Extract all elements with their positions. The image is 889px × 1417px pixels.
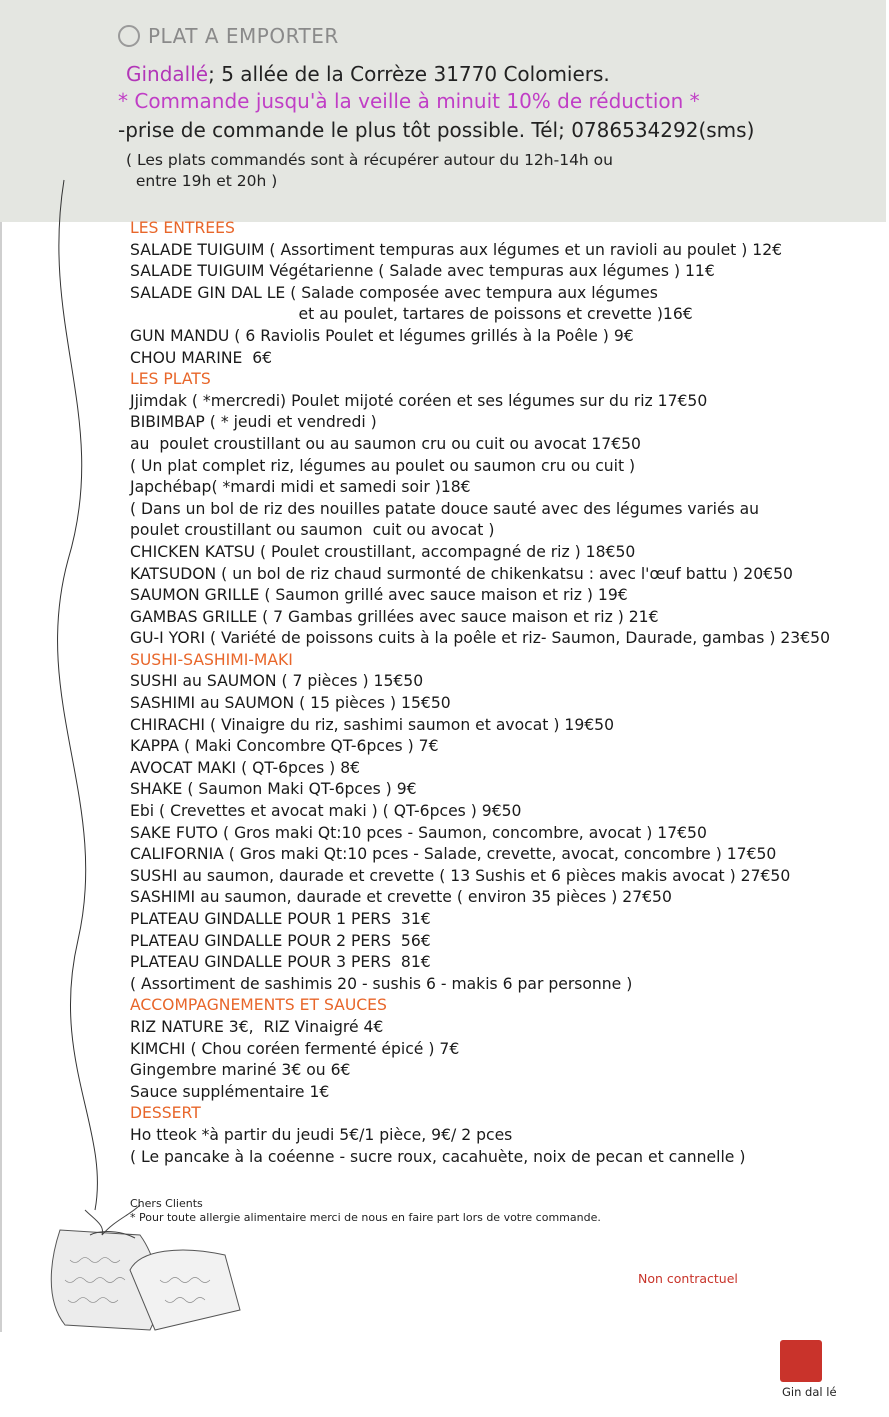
seal-stamp-icon xyxy=(780,1340,822,1382)
menu-item: Japchébap( *mardi midi et samedi soir )18€ xyxy=(130,478,471,497)
menu-item: PLATEAU GINDALLE POUR 2 PERS 56€ xyxy=(130,931,431,950)
menu-item: GUN MANDU ( 6 Raviolis Poulet et légumes grillés à la Poêle ) 9€ xyxy=(130,326,634,345)
menu-item: ( Assortiment de sashimis 20 - sushis 6 - makis 6 par personne ) xyxy=(130,974,633,993)
disclaimer: Non contractuel xyxy=(638,1271,738,1286)
menu-item: GU-I YORI ( Variété de poissons cuits à la poêle et riz- Saumon, Daurade, gambas ) 23€50 xyxy=(130,629,830,648)
menu-list xyxy=(130,218,882,1168)
menu-item: ( Dans un bol de riz des nouilles patate douce sauté avec des légumes variés au xyxy=(130,499,760,518)
menu-item: CHOU MARINE 6€ xyxy=(130,348,273,367)
menu-item: SASHIMI au saumon, daurade et crevette ( environ 35 pièces ) 27€50 xyxy=(130,888,672,907)
menu-item: GAMBAS GRILLE ( 7 Gambas grillées avec sauce maison et riz ) 21€ xyxy=(130,607,659,626)
menu-item: SUSHI au saumon, daurade et crevette ( 13 Sushis et 6 pièces makis avocat ) 27€50 xyxy=(130,866,791,885)
section-heading: SUSHI-SASHIMI-MAKI xyxy=(130,650,293,669)
footer-notes xyxy=(130,1197,601,1225)
menu-item: PLATEAU GINDALLE POUR 3 PERS 81€ xyxy=(130,953,431,972)
menu-item: au poulet croustillant ou au saumon cru ou cuit ou avocat 17€50 xyxy=(130,434,641,453)
menu-item: SALADE TUIGUIM Végétarienne ( Salade avec tempuras aux légumes ) 11€ xyxy=(130,262,715,281)
menu-item: SHAKE ( Saumon Maki QT-6pces ) 9€ xyxy=(130,780,417,799)
greeting: Chers Clients xyxy=(130,1197,203,1210)
section-heading: ACCOMPAGNEMENTS ET SAUCES xyxy=(130,996,387,1015)
promo-line: * Commande jusqu'à la veille à minuit 10% de réduction * xyxy=(118,89,700,113)
menu-item: et au poulet, tartares de poissons et crevette )16€ xyxy=(130,305,693,324)
menu-item: ( Le pancake à la coéenne - sucre roux, cacahuète, noix de pecan et cannelle ) xyxy=(130,1147,746,1166)
menu-item: Ho tteok *à partir du jeudi 5€/1 pièce, 9€/ 2 pces xyxy=(130,1125,513,1144)
menu-item: SUSHI au SAUMON ( 7 pièces ) 15€50 xyxy=(130,672,424,691)
menu-item: AVOCAT MAKI ( QT-6pces ) 8€ xyxy=(130,758,361,777)
menu-item: KATSUDON ( un bol de riz chaud surmonté de chikenkatsu : avec l'œuf battu ) 20€50 xyxy=(130,564,793,583)
menu-item: ( Un plat complet riz, légumes au poulet ou saumon cru ou cuit ) xyxy=(130,456,636,475)
menu-item: KAPPA ( Maki Concombre QT-6pces ) 7€ xyxy=(130,737,439,756)
address: ; 5 allée de la Corrèze 31770 Colomiers. xyxy=(208,62,610,86)
menu-item: CALIFORNIA ( Gros maki Qt:10 pces - Salade, crevette, avocat, concombre ) 17€50 xyxy=(130,845,777,864)
pickup-info: ( Les plats commandés sont à récupérer autour du 12h-14h ou entre 19h et 20h ) xyxy=(126,151,613,190)
menu-item: SAKE FUTO ( Gros maki Qt:10 pces - Saumon, concombre, avocat ) 17€50 xyxy=(130,823,707,842)
menu-item: CHICKEN KATSU ( Poulet croustillant, accompagné de riz ) 18€50 xyxy=(130,542,636,561)
allergy-note: * Pour toute allergie alimentaire merci de nous en faire part lors de votre commande. xyxy=(130,1211,601,1224)
menu-item: SALADE TUIGUIM ( Assortiment tempuras aux légumes et un ravioli au poulet ) 12€ xyxy=(130,240,783,259)
menu-item: poulet croustillant ou saumon cuit ou avocat ) xyxy=(130,521,495,540)
section-heading: LES ENTREES xyxy=(130,219,235,237)
menu-item: SAUMON GRILLE ( Saumon grillé avec sauce maison et riz ) 19€ xyxy=(130,586,628,605)
menu-item: Gingembre mariné 3€ ou 6€ xyxy=(130,1061,351,1080)
restaurant-name: Gindallé xyxy=(126,62,209,86)
menu-item: PLATEAU GINDALLE POUR 1 PERS 31€ xyxy=(130,910,431,928)
section-heading: DESSERT xyxy=(130,1104,201,1123)
order-info: -prise de commande le plus tôt possible. Tél; 0786534292(sms) xyxy=(118,118,755,142)
menu-item: BIBIMBAP ( * jeudi et vendredi ) xyxy=(130,413,377,432)
menu-item: SALADE GIN DAL LE ( Salade composée avec tempura aux légumes xyxy=(130,283,658,302)
menu-item: Jjimdak ( *mercredi) Poulet mijoté coréen et ses légumes sur du riz 17€50 xyxy=(130,391,708,410)
menu-item: Ebi ( Crevettes et avocat maki ) ( QT-6pces ) 9€50 xyxy=(130,802,522,821)
menu-item: KIMCHI ( Chou coréen fermenté épicé ) 7€ xyxy=(130,1039,460,1058)
menu-item: RIZ NATURE 3€, RIZ Vinaigré 4€ xyxy=(130,1017,384,1036)
menu-item: CHIRACHI ( Vinaigre du riz, sashimi saumon et avocat ) 19€50 xyxy=(130,715,615,734)
menu-item: SASHIMI au SAUMON ( 15 pièces ) 15€50 xyxy=(130,694,451,713)
seal-label: Gin dal lé xyxy=(782,1385,837,1399)
header-title-text: PLAT A EMPORTER xyxy=(148,24,339,48)
section-heading: LES PLATS xyxy=(130,370,211,389)
menu-item: Sauce supplémentaire 1€ xyxy=(130,1082,330,1101)
